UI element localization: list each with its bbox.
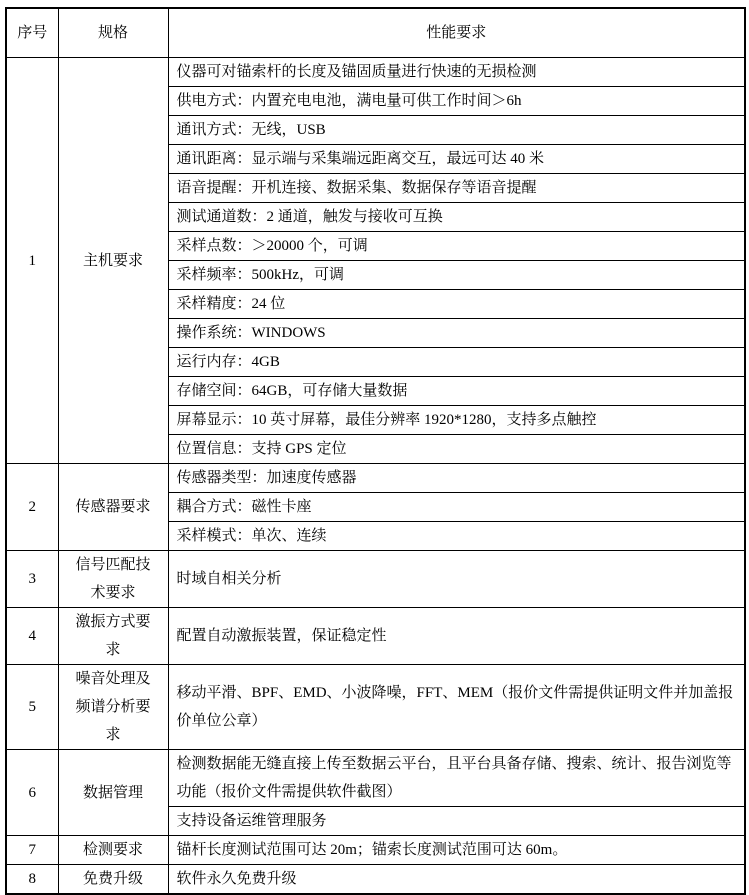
spec-requirements-table [5, 7, 746, 895]
requirement-cell: 测试通道数：2 通道，触发与接收可互换 [168, 203, 745, 232]
table-row [6, 608, 745, 665]
row-number: 6 [6, 750, 58, 836]
spec-cell: 数据管理 [58, 750, 168, 836]
requirement-cell: 位置信息：支持 GPS 定位 [168, 435, 745, 464]
requirement-cell: 锚杆长度测试范围可达 20m；锚索长度测试范围可达 60m。 [168, 836, 745, 865]
requirement-cell: 移动平滑、BPF、EMD、小波降噪，FFT、MEM（报价文件需提供证明文件并加盖报价单位公章） [168, 665, 745, 750]
col-header-no: 序号 [6, 8, 58, 58]
requirement-cell: 传感器类型：加速度传感器 [168, 464, 745, 493]
requirement-cell: 通讯方式：无线，USB [168, 116, 745, 145]
table-row [6, 551, 745, 608]
requirement-cell: 采样模式：单次、连续 [168, 522, 745, 551]
requirement-cell: 仪器可对锚索杆的长度及锚固质量进行快速的无损检测 [168, 58, 745, 87]
requirement-cell: 运行内存：4GB [168, 348, 745, 377]
spec-cell: 检测要求 [58, 836, 168, 865]
row-number: 8 [6, 865, 58, 895]
requirement-cell: 耦合方式：磁性卡座 [168, 493, 745, 522]
row-number: 7 [6, 836, 58, 865]
requirement-cell: 存储空间：64GB，可存储大量数据 [168, 377, 745, 406]
row-number: 2 [6, 464, 58, 551]
requirement-cell: 操作系统：WINDOWS [168, 319, 745, 348]
table-row [6, 865, 745, 895]
requirement-cell: 语音提醒：开机连接、数据采集、数据保存等语音提醒 [168, 174, 745, 203]
requirement-cell: 检测数据能无缝直接上传至数据云平台，且平台具备存储、搜索、统计、报告浏览等功能（报价文件需提供软件截图） [168, 750, 745, 807]
table-row [6, 836, 745, 865]
table-row [6, 464, 745, 493]
requirement-cell: 供电方式：内置充电电池，满电量可供工作时间＞6h [168, 87, 745, 116]
requirement-cell: 采样点数：＞20000 个，可调 [168, 232, 745, 261]
requirement-cell: 采样精度：24 位 [168, 290, 745, 319]
spec-cell: 激振方式要求 [58, 608, 168, 665]
table-row [6, 58, 745, 87]
row-number: 1 [6, 58, 58, 464]
header-row [6, 8, 745, 58]
row-number: 4 [6, 608, 58, 665]
spec-cell: 免费升级 [58, 865, 168, 895]
requirement-cell: 时域自相关分析 [168, 551, 745, 608]
requirement-cell: 配置自动激振装置，保证稳定性 [168, 608, 745, 665]
col-header-spec: 规格 [58, 8, 168, 58]
spec-cell: 噪音处理及频谱分析要求 [58, 665, 168, 750]
requirement-cell: 屏幕显示：10 英寸屏幕，最佳分辨率 1920*1280，支持多点触控 [168, 406, 745, 435]
table-row [6, 750, 745, 807]
requirement-cell: 支持设备运维管理服务 [168, 807, 745, 836]
row-number: 5 [6, 665, 58, 750]
spec-cell: 信号匹配技术要求 [58, 551, 168, 608]
requirement-cell: 通讯距离：显示端与采集端远距离交互，最远可达 40 米 [168, 145, 745, 174]
row-number: 3 [6, 551, 58, 608]
table-row [6, 665, 745, 750]
spec-cell: 主机要求 [58, 58, 168, 464]
col-header-requirement: 性能要求 [168, 8, 745, 58]
requirement-cell: 采样频率：500kHz，可调 [168, 261, 745, 290]
requirement-cell: 软件永久免费升级 [168, 865, 745, 895]
spec-cell: 传感器要求 [58, 464, 168, 551]
